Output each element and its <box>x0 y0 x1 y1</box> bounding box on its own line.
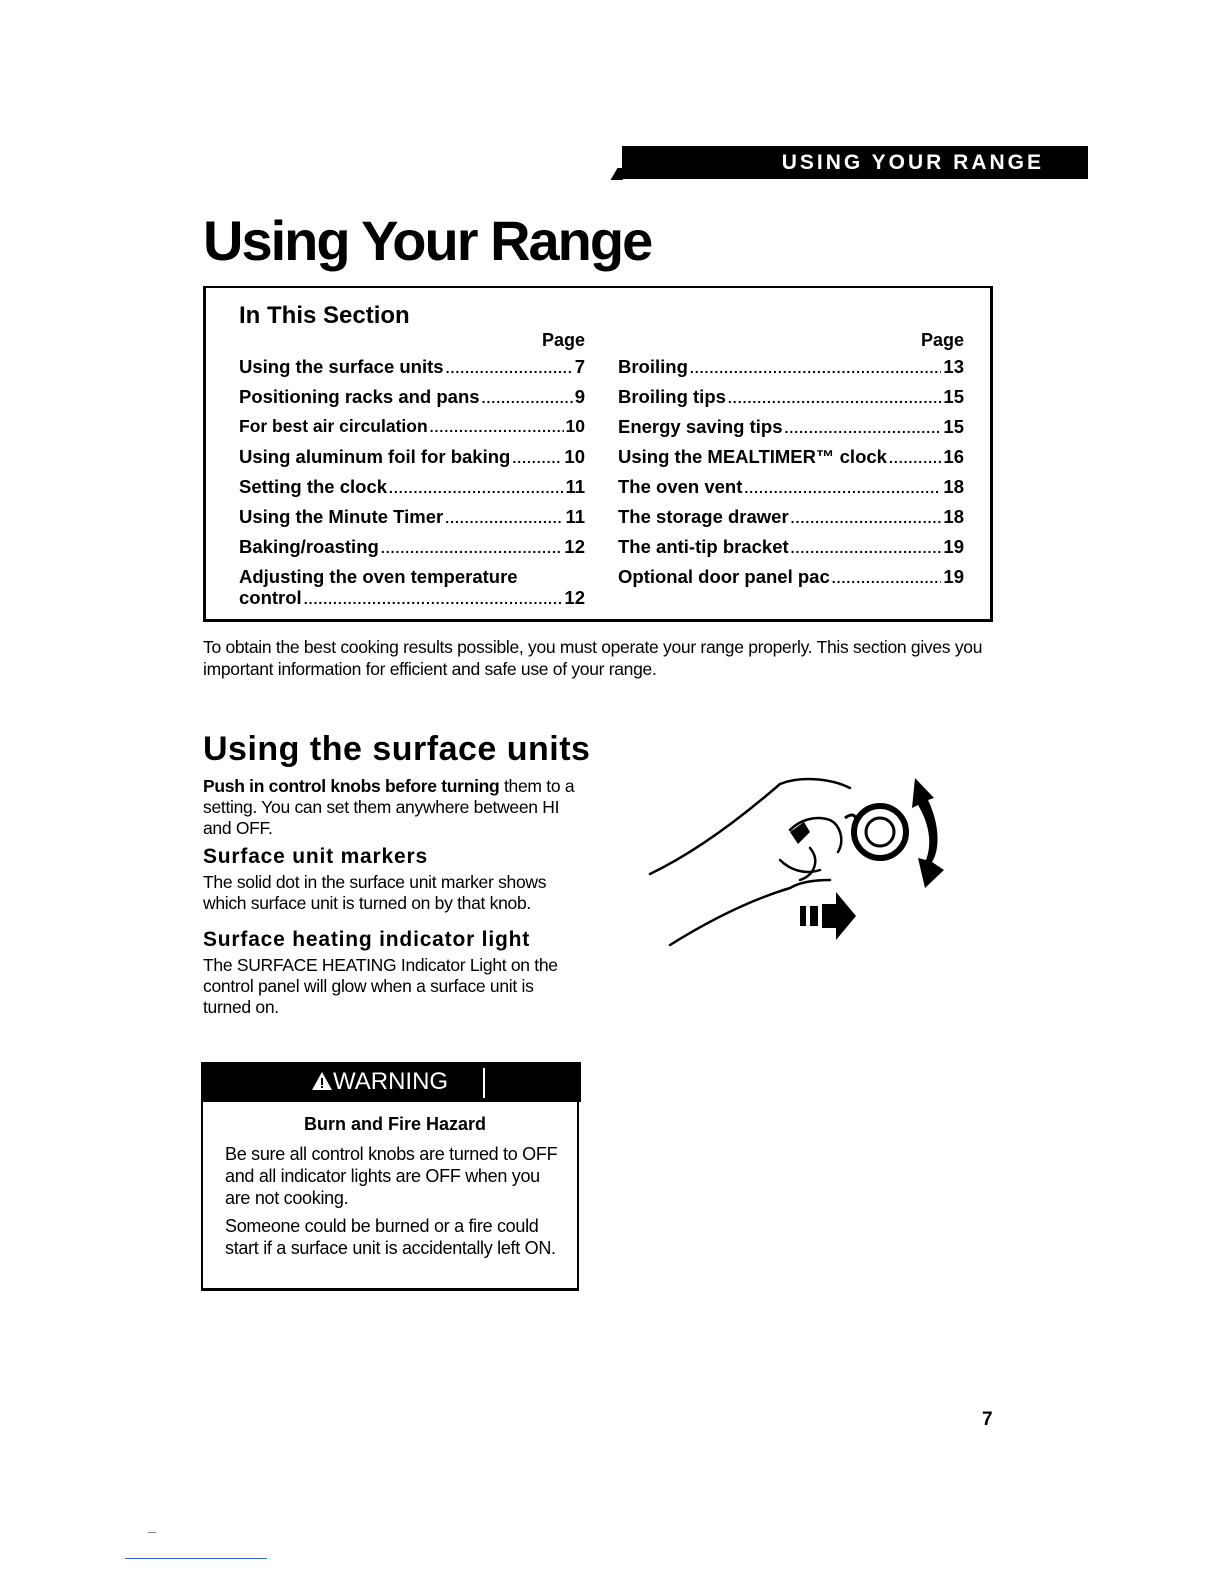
toc-item-label: Using the MEALTIMER™ clock <box>618 446 887 467</box>
toc-leader <box>381 540 563 556</box>
warning-title <box>311 1062 448 1102</box>
toc-item[interactable] <box>618 386 964 416</box>
warning-paragraph-2: Someone could be burned or a fire could start if a surface unit is accidentally left ON. <box>225 1216 556 1258</box>
push-knob-illustration <box>640 770 970 960</box>
toc-item[interactable] <box>239 416 585 446</box>
push-knobs-paragraph <box>203 776 583 839</box>
toc-leader <box>512 450 562 466</box>
toc-leader <box>482 390 573 406</box>
in-this-section-box <box>203 286 993 622</box>
toc-item[interactable] <box>618 446 964 476</box>
surface-markers-heading: Surface unit markers <box>203 845 428 868</box>
toc-item-page: 15 <box>943 416 964 437</box>
toc-item[interactable] <box>239 566 585 609</box>
toc-item-label: Energy saving tips <box>618 416 783 437</box>
toc-item-page: 10 <box>564 446 585 467</box>
intro-paragraph: To obtain the best cooking results possible, you must operate your range properly. This section gives you important information for efficient and safe use of your range. <box>203 637 983 679</box>
toc-item-label: For best air circulation <box>239 416 428 436</box>
toc-item-label: Positioning racks and pans <box>239 386 480 407</box>
surface-units-heading: Using the surface units <box>203 730 591 768</box>
toc-item-page: 18 <box>943 476 964 497</box>
toc-item-label: Using aluminum foil for baking <box>239 446 511 467</box>
toc-leader <box>304 590 563 609</box>
footer-rule <box>125 1558 267 1559</box>
warning-title-text: WARNING <box>333 1068 449 1095</box>
page-number: 7 <box>982 1409 993 1430</box>
toc-item-page: 19 <box>943 536 964 557</box>
surface-markers-text: The solid dot in the surface unit marker shows which surface unit is turned on by that knob. <box>203 872 547 913</box>
toc-item[interactable] <box>239 506 585 536</box>
toc-item[interactable] <box>618 506 964 536</box>
toc-item-label: The anti-tip bracket <box>618 536 789 557</box>
toc-item-page: 11 <box>565 506 585 527</box>
indicator-light-text: The SURFACE HEATING Indicator Light on the control panel will glow when a surface unit is turned on. <box>203 955 558 1017</box>
toc-item[interactable] <box>618 416 964 446</box>
toc-leader <box>690 360 942 376</box>
toc-item-label: Broiling tips <box>618 386 726 407</box>
toc-item-label-line2: control <box>239 587 302 608</box>
page-title: Using Your Range <box>203 209 652 272</box>
warning-banner <box>201 1062 581 1102</box>
surface-units-body <box>203 776 583 1018</box>
rotate-arrow-icon <box>912 778 944 888</box>
toc-item[interactable] <box>239 446 585 476</box>
push-knobs-bold: Push in control knobs before turning <box>203 776 500 796</box>
section-banner-text: USING YOUR RANGE <box>781 151 1044 174</box>
toc-leader <box>785 420 942 436</box>
toc-item-label: Using the Minute Timer <box>239 506 444 527</box>
toc-item[interactable] <box>239 536 585 566</box>
toc-leader <box>445 510 563 526</box>
toc-item[interactable] <box>618 566 964 596</box>
toc-leader <box>446 360 573 376</box>
toc-item-page: 19 <box>943 566 964 587</box>
push-knobs-rest: them to a setting. You can set them anywhere between HI and OFF. <box>203 776 575 838</box>
section-banner <box>622 146 1088 179</box>
toc-item[interactable] <box>239 386 585 416</box>
toc-item-page: 11 <box>565 476 585 497</box>
toc-heading: In This Section <box>239 302 410 329</box>
toc-page-label: Page <box>920 330 964 350</box>
toc-item-page: 9 <box>574 386 585 407</box>
toc-page-label: Page <box>541 330 585 350</box>
toc-item-page: 15 <box>943 386 964 407</box>
push-arrow-icon <box>800 906 806 926</box>
control-knob-icon <box>854 806 906 858</box>
toc-left-column <box>239 330 585 609</box>
toc-item-page: 18 <box>943 506 964 527</box>
toc-leader <box>889 450 941 466</box>
toc-item[interactable] <box>239 476 585 506</box>
toc-item-label: Using the surface units <box>239 356 444 377</box>
warning-body <box>225 1114 565 1265</box>
toc-item-label: Broiling <box>618 356 688 377</box>
warning-subtitle: Burn and Fire Hazard <box>303 1114 487 1134</box>
toc-item-page: 12 <box>564 536 585 557</box>
toc-item-label: Optional door panel pac <box>618 566 830 587</box>
warning-paragraph-1: Be sure all control knobs are turned to OFF and all indicator lights are OFF when you are not cooking. <box>225 1144 558 1208</box>
toc-right-column <box>618 330 964 596</box>
toc-leader <box>832 570 942 586</box>
toc-item[interactable] <box>618 476 964 506</box>
footer-mark <box>148 1532 156 1533</box>
toc-item[interactable] <box>618 536 964 566</box>
warning-box <box>201 1062 579 1291</box>
toc-leader <box>389 480 563 496</box>
toc-leader <box>791 540 942 556</box>
toc-item[interactable] <box>239 356 585 386</box>
toc-item-label: The storage drawer <box>618 506 789 527</box>
toc-leader <box>791 510 942 526</box>
toc-item-page: 7 <box>574 356 585 377</box>
toc-item-label: Baking/roasting <box>239 536 379 557</box>
toc-item-page: 16 <box>943 446 964 467</box>
indicator-light-heading: Surface heating indicator light <box>203 928 531 951</box>
toc-item-label-line1: Adjusting the oven temperature <box>239 566 518 587</box>
toc-item[interactable] <box>618 356 964 386</box>
toc-item-page: 13 <box>943 356 964 377</box>
toc-leader <box>728 390 942 406</box>
toc-item-label: The oven vent <box>618 476 743 497</box>
toc-leader <box>430 419 564 435</box>
toc-item-page: 12 <box>564 587 585 608</box>
toc-leader <box>744 480 941 496</box>
toc-item-page: 10 <box>565 416 585 436</box>
warning-triangle-icon <box>311 1071 333 1091</box>
warning-divider <box>483 1068 485 1098</box>
toc-item-label: Setting the clock <box>239 476 388 497</box>
